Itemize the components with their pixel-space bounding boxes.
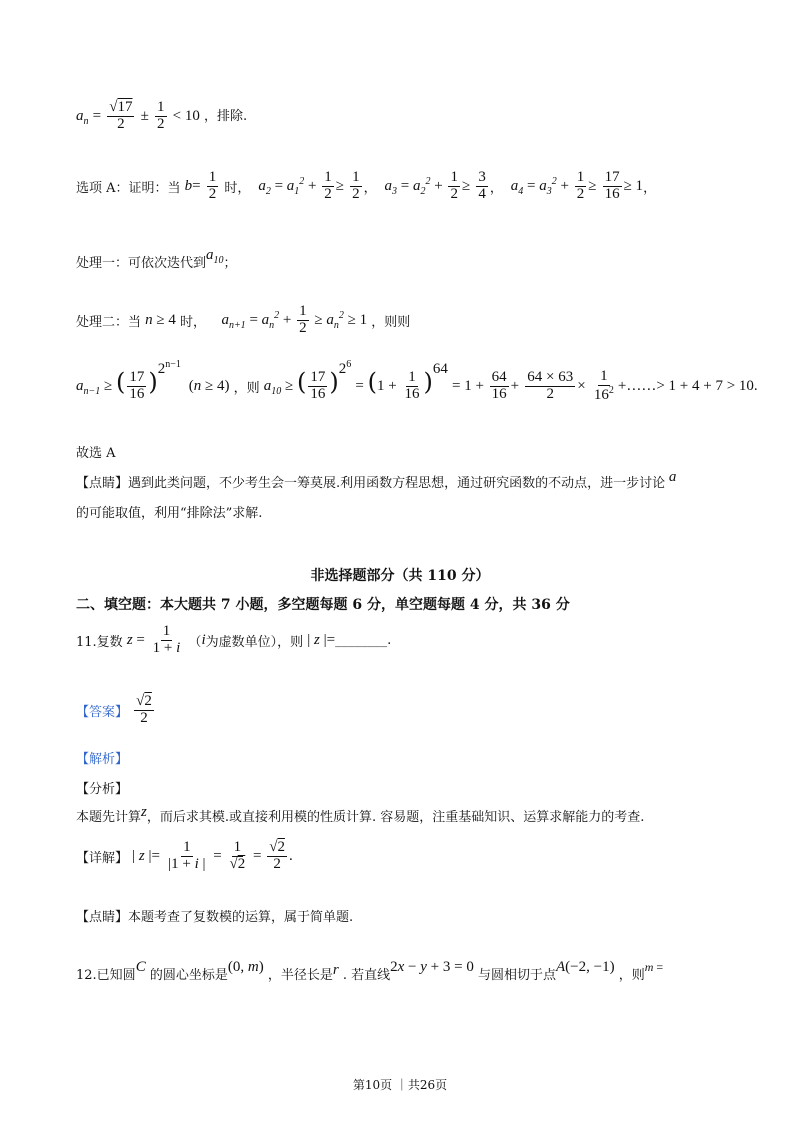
part2-title: 二、填空题：本大题共 7 小题，多空题每题 6 分，单空题每题 4 分，共 36 分 (76, 597, 570, 613)
line-chain: $a_{n-1}$ ≥ ( $\frac{17}{16}$ )$^{2^{n-1}}$ (n ≥ 4) ，则 $a_{10}$ ≥ ( $\frac{17}{16}$ )$^{2^6}$ = (1 + $\frac{1}{16}$ )$^{64}$ = 1 + $\frac{64}{16}$ + $\frac{64 \times 63}{2}$ × $\frac{1}{16^2}$ +……> 1 + 4 + 7 > 10. (76, 358, 758, 403)
xiangjie-tag: 【详解】 (76, 850, 129, 866)
dianjing-1a-text: 【点睛】遇到此类问题，不少考生会一筹莫展.利用函数方程思想，通过研究函数的不动点，进一步讨论 (76, 476, 666, 491)
dianjing-1b: 的可能取值，利用“排除法”求解. (76, 506, 263, 521)
process-one-text: 处理一：可依次迭代到 (76, 256, 207, 271)
line-an-exclude: $a_n$ = $\frac{√17}{2}$ ± $\frac{1}{2}$ < 10 ，排除. (76, 99, 248, 132)
dianjing-1a: 【点睛】遇到此类问题，不少考生会一筹莫展.利用函数方程思想，通过研究函数的不动点，进一步讨论 a (76, 469, 677, 491)
fenxi-text-b: ，而后求其模.或直接利用模的性质计算. 容易题，注重基础知识、运算求解能力的考查. (146, 810, 645, 825)
q11-note: （ (188, 634, 202, 650)
q12-b: 的圆心坐标是 (149, 968, 228, 983)
choose-a: 故选 A (76, 446, 116, 461)
process-two-shi: 时， (180, 314, 207, 330)
page-footer: 第10页 ｜共26页 (352, 1078, 448, 1092)
chain-ze: ，则 (233, 381, 260, 396)
process-two-end: ，则则 (371, 314, 411, 330)
q11-note2: 为虚数单位），则 (205, 634, 304, 650)
fenxi-text: 本题先计算z，而后求其模.或直接利用模的性质计算. 容易题，注重基础知识、运算求解能力的考查. (76, 804, 645, 825)
xiangjie: 【详解】 | z |= $\frac{1}{|1 + i |}$ = $\frac{1}{√2}$ = $\frac{√2}{2}$ . (76, 839, 293, 872)
q12-d: . 若直线 (342, 968, 391, 983)
q11-prefix: 11.复数 (76, 634, 123, 650)
fenxi-text-a: 本题先计算 (76, 810, 142, 825)
q12-c: ，半径长是 (267, 968, 333, 983)
answer-tag: 【答案】 (76, 704, 129, 720)
option-a-prefix: 选项 A：证明：当 (76, 180, 181, 196)
line-process-one: 处理一：可依次迭代到$a_{10}$； (76, 247, 237, 271)
question-11: 11.复数 z = $\frac{1}{1 + i}$ （i为虚数单位），则 | z |=________. (76, 623, 392, 656)
fenxi-tag: 【分析】 (76, 782, 129, 797)
q12-a: 12.已知圆 (76, 968, 136, 983)
q11-blank: ________. (335, 632, 392, 648)
option-a-shi: 时， (224, 180, 251, 196)
line-process-two: 处理二：当 n ≥ 4 时， $a_{n+1} = a_n^2$ + $\frac{1}{2}$ ≥ $a_n^2 \ge 1$ ，则则 (76, 303, 411, 336)
q12-f: ，则 (618, 968, 645, 983)
process-one-end: ； (223, 256, 237, 271)
jiexi-tag: 【解析】 (76, 752, 129, 767)
line-option-a: 选项 A：证明：当 b= $\frac{1}{2}$ 时， $a_2 = a_1^2$ + $\frac{1}{2}$ ≥ $\frac{1}{2}$ ， $a_3 = a_2^2$ + $\frac{1}{2}$ ≥ $\frac{3}{4}$ ， $a_4 = a_3^2$ + $\frac{1}{2}$ ≥ $\frac{17}{16}$ ≥ 1， (76, 169, 657, 202)
answer-11: 【答案】 $\frac{√2}{2}$ (76, 693, 152, 726)
an-exclude-text: ，排除. (204, 108, 248, 124)
section-title: 非选择题部分（共 110 分） (310, 568, 490, 584)
q12-e: 与圆相切于点 (477, 968, 556, 983)
question-12: 12.已知圆C 的圆心坐标是(0, m) ，半径长是r . 若直线2x − y + 3 = 0 与圆相切于点A(−2, −1) ，则m = (76, 959, 664, 983)
process-two-prefix: 处理二：当 (76, 314, 142, 330)
dianjing-2: 【点睛】本题考查了复数模的运算，属于简单题. (76, 910, 354, 925)
